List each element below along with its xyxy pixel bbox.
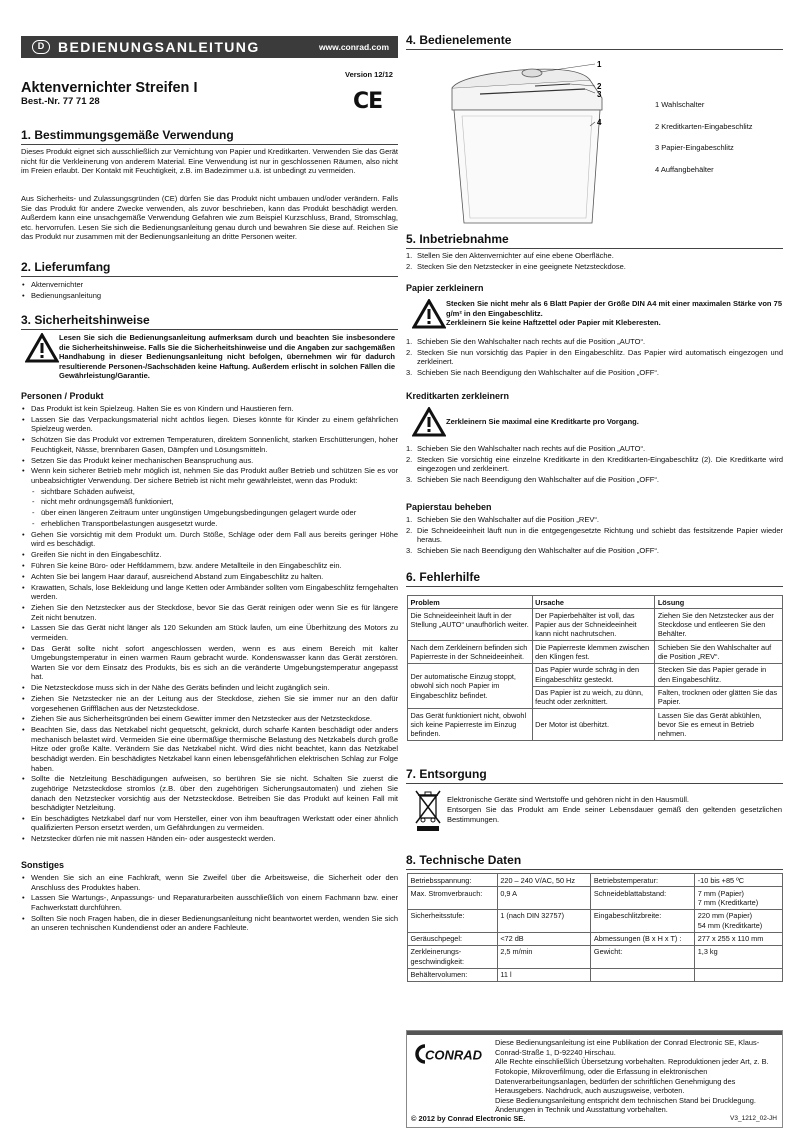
list-subitem: - sichtbare Schäden aufweist,	[21, 487, 398, 497]
section-heading-controls: 4. Bedienelemente	[406, 33, 783, 50]
table-cell: Gewicht:	[591, 945, 695, 968]
operation-steps	[406, 251, 783, 272]
table-cell: Betriebsspannung:	[408, 874, 498, 887]
section-heading-specs: 8. Technische Daten	[406, 853, 783, 870]
list-item: • Beachten Sie, dass das Netzkabel nicht gequetscht, geknickt, durch scharfe Kanten beschädigt oder anders mechanisch belastet wird. Vermeiden Sie eine übermäßige thermische Belastung des Netzkabels durch große Hitze oder große Kälte. Verändern Sie das Netzkabel nicht. Wird dies nicht beachtet, kann das Netzkabel beschädigt werden. Ein beschädigtes Netzkabel kann einen lebensgefährlichen elektrischen Schlag zur Folge haben.	[21, 725, 398, 773]
table-cell: Nach dem Zerkleinern befinden sich Papierreste in der Schneideeinheit.	[408, 641, 533, 664]
table-cell: 0,9 A	[497, 887, 591, 910]
table-header-row	[408, 596, 783, 609]
list-item: • Aktenvernichter	[21, 280, 398, 290]
usage-paragraph-1: Dieses Produkt eignet sich ausschließlich zur Vernichtung von Papier und Kreditkarten. Verwenden Sie das Gerät nicht für die Verkleinerung von anderem Material. Eine Verwendung ist nur in geschlossenen Räumen, also nicht im Freien erlaubt. Der Kontakt mit Feuchtigkeit, z.B. im Badezimmer u.ä. ist unbedingt zu vermeiden.	[21, 147, 398, 176]
list-item: • Lassen Sie das Gerät nicht länger als 120 Sekunden am Stück laufen, um eine Überhitzung des Motors zu vermeiden.	[21, 623, 398, 642]
table-row	[408, 909, 783, 932]
table-cell: -10 bis +85 ºC	[695, 874, 783, 887]
table-cell: Falten, trocknen oder glätten Sie das Papier.	[655, 686, 783, 709]
table-cell: 220 mm (Papier) 54 mm (Kreditkarte)	[695, 909, 783, 932]
table-cell: Schieben Sie den Wahlschalter auf die Position „REV“.	[655, 641, 783, 664]
table-cell: Sicherheitsstufe:	[408, 909, 498, 932]
website-url: www.conrad.com	[318, 42, 389, 52]
list-subitem: - über einen längeren Zeitraum unter ungünstigen Umgebungsbedingungen gelagert wurde oder	[21, 508, 398, 518]
subheading-card: Kreditkarten zerkleinern	[406, 391, 510, 401]
table-cell: Zerkleinerungs- geschwindigkeit:	[408, 945, 498, 968]
list-item: 3. Schieben Sie nach Beendigung den Wahlschalter auf die Position „OFF“.	[406, 545, 659, 555]
language-badge: D	[32, 40, 50, 54]
column-header: Lösung	[655, 596, 783, 609]
table-cell	[695, 968, 783, 981]
section-heading-operation: 5. Inbetriebnahme	[406, 232, 783, 249]
list-item: • Krawatten, Schals, lose Bekleidung und lange Ketten oder Armbänder sollten vom Eingabeschlitz ferngehalten werden.	[21, 583, 398, 602]
troubleshooting-table	[407, 595, 783, 741]
legend-item: 2 Kreditkarten-Eingabeschlitz	[655, 122, 753, 131]
section-heading-disposal: 7. Entsorgung	[406, 767, 783, 784]
card-warning-text: Zerkleinern Sie maximal eine Kreditkarte pro Vorgang.	[446, 417, 639, 426]
table-cell: Betriebstemperatur:	[591, 874, 695, 887]
table-cell: 2,5 m/min	[497, 945, 591, 968]
table-cell: Die Schneideeinheit läuft in der Stellung „AUTO“ unaufhörlich weiter.	[408, 609, 533, 641]
table-cell: Schneideblattabstand:	[591, 887, 695, 910]
manual-title: BEDIENUNGSANLEITUNG	[58, 39, 260, 55]
list-item: • Führen Sie keine Büro- oder Heftklammern, bzw. andere Metallteile in den Eingabeschlitz ein.	[21, 561, 398, 571]
list-item: • Das Gerät sollte nicht sofort angeschlossen werden, wenn es aus einem Bereich mit kalter Umgebungstemperatur in einen warmen Raum gebracht wurde. Kondenswasser kann das Gerät zerstören. Warten Sie vor dem Einsatz des Produkts, bis es sich an die veränderte Umgebungstemperatur angepasst hat.	[21, 644, 398, 682]
table-row	[408, 709, 783, 741]
safety-warning-text: Lesen Sie sich die Bedienungsanleitung aufmerksam durch und beachten Sie insbesondere die Sicherheitshinweise. Falls Sie die Sicherheitshinweise und die Angaben zur sachgemäßen Handhabung in dieser Bedienungsanleitung nicht befolgen, übernehmen wir für dadurch resultierende Personen-/Sachschäden keine Haftung. Außerdem erlischt in solchen Fällen die Gewährleistung/Garantie.	[59, 333, 395, 381]
subheading-other: Sonstiges	[21, 860, 65, 870]
list-item: 1. Schieben Sie den Wahlschalter nach rechts auf die Position „AUTO“.	[406, 337, 646, 346]
list-item: 2. Stecken Sie nun vorsichtig das Papier in den Eingabeschlitz. Das Papier wird automatisch eingezogen und zerkleinert.	[406, 347, 783, 367]
table-cell: Lassen Sie das Gerät abkühlen, bevor Sie es erneut in Betrieb nehmen.	[655, 709, 783, 741]
imprint-top-bar	[407, 1031, 782, 1035]
table-row	[408, 932, 783, 945]
product-title: Aktenvernichter Streifen I	[21, 80, 198, 96]
table-row	[408, 663, 783, 686]
list-item: 2. Die Schneideeinheit läuft nun in die entgegengesetzte Richtung und schiebt das festsitzende Papier wieder heraus.	[406, 525, 783, 545]
legend-item: 1 Wahlschalter	[655, 100, 705, 109]
conrad-logo-text: CONRAD	[425, 1047, 483, 1063]
card-warning	[412, 407, 782, 437]
list-subitem: - nicht mehr ordnungsgemäß funktioniert,	[21, 497, 398, 507]
table-cell: Abmessungen (B x H x T) :	[591, 932, 695, 945]
callout-4: 4	[597, 118, 602, 127]
list-item: 3. Schieben Sie nach Beendigung den Wahlschalter auf die Position „OFF“.	[406, 367, 659, 377]
version-label: Version 12/12	[345, 70, 393, 79]
legend-item: 3 Papier-Eingabeschlitz	[655, 143, 734, 152]
table-cell: 11 l	[497, 968, 591, 981]
section-heading-troubleshooting: 6. Fehlerhilfe	[406, 570, 783, 587]
crossed-bin-icon	[414, 788, 442, 832]
copyright: © 2012 by Conrad Electronic SE.	[411, 1113, 526, 1123]
paper-warning-text: Stecken Sie nicht mehr als 6 Blatt Papier der Größe DIN A4 mit einer maximalen Stärke von 75 g/m² in den Eingabeschlitz. Zerkleinern Sie keine Haftzettel oder Papier mit Kleberesten.	[446, 299, 782, 328]
table-cell: 1 (nach DIN 32757)	[497, 909, 591, 932]
list-item: • Sollte die Netzleitung Beschädigungen aufweisen, so berühren Sie sie nicht. Schalten Sie zuerst die zugehörige Netzsteckdose stromlos (z.B. über den zugehörigen Sicherungsautomaten) und ziehen Sie danach den Netzstecker vorsichtig aus der Netzsteckdose. Betreiben Sie das Produkt auf keinen Fall mit beschädigter Netzleitung.	[21, 774, 398, 812]
table-cell: 220 – 240 V/AC, 50 Hz	[497, 874, 591, 887]
order-number: Best.-Nr. 77 71 28	[21, 96, 100, 107]
callout-1: 1	[597, 60, 602, 69]
list-item: • Ziehen Sie den Netzstecker aus der Steckdose, bevor Sie das Gerät reinigen oder wenn Sie es für längere Zeit nicht benutzen.	[21, 603, 398, 622]
disposal-text-1: Elektronische Geräte sind Wertstoffe und gehören nicht in den Hausmüll.	[447, 795, 689, 804]
shredder-illustration	[440, 58, 615, 228]
paper-steps	[406, 337, 783, 378]
table-row	[408, 887, 783, 910]
header-banner	[21, 36, 398, 58]
table-cell: Der Motor ist überhitzt.	[532, 709, 655, 741]
list-item: • Lassen Sie das Verpackungsmaterial nicht achtlos liegen. Dieses könnte für Kinder zu einem gefährlichen Spielzeug werden.	[21, 415, 398, 434]
list-item: • Lassen Sie Wartungs-, Anpassungs- und Reparaturarbeiten ausschließlich von einem Fachmann bzw. einer Fachwerkstatt durchführen.	[21, 893, 398, 912]
list-item: • Wenn kein sicherer Betrieb mehr möglich ist, nehmen Sie das Produkt außer Betrieb und schützen Sie es vor unbeabsichtigter Verwendung. Der sichere Betrieb ist nicht mehr gewährleistet, wenn das Produkt:	[21, 466, 398, 485]
table-row	[408, 945, 783, 968]
table-cell: Die Papierreste klemmen zwischen den Klingen fest.	[532, 641, 655, 664]
table-cell: Das Papier ist zu weich, zu dünn, feucht oder zerknittert.	[532, 686, 655, 709]
list-item: • Ziehen Sie Netzstecker nie an der Leitung aus der Steckdose, ziehen Sie sie immer nur an den dafür vorgesehenen Griffflächen aus der Netzsteckdose.	[21, 694, 398, 713]
list-item: 2. Stecken Sie vorsichtig eine einzelne Kreditkarte in den Kreditkarten-Eingabeschlitz (2). Die Kreditkarte wird eingezogen und zerkleinert.	[406, 454, 783, 474]
list-item: • Wenden Sie sich an eine Fachkraft, wenn Sie Zweifel über die Arbeitsweise, die Sicherheit oder den Anschluss des Produktes haben.	[21, 873, 398, 892]
column-header: Ursache	[532, 596, 655, 609]
table-cell: Das Papier wurde schräg in den Eingabeschlitz gesteckt.	[532, 663, 655, 686]
specs-table	[407, 873, 783, 982]
list-item: • Setzen Sie das Produkt keiner mechanischen Beanspruchung aus.	[21, 456, 398, 466]
callout-2: 2	[597, 82, 602, 91]
list-item: • Greifen Sie nicht in den Eingabeschlitz.	[21, 550, 398, 560]
list-item: • Die Netzsteckdose muss sich in der Nähe des Geräts befinden und leicht zugänglich sein.	[21, 683, 398, 693]
table-cell: Max. Stromverbrauch:	[408, 887, 498, 910]
section-heading-safety: 3. Sicherheitshinweise	[21, 313, 398, 330]
warning-icon	[25, 333, 59, 363]
table-cell	[591, 968, 695, 981]
table-cell: Behältervolumen:	[408, 968, 498, 981]
disposal-text-2: Entsorgen Sie das Produkt am Ende seiner Lebensdauer gemäß den geltenden gesetzlichen Bestimmungen.	[447, 805, 782, 824]
list-item: 1. Schieben Sie den Wahlschalter nach rechts auf die Position „AUTO“.	[406, 444, 646, 453]
subheading-jam: Papierstau beheben	[406, 502, 492, 512]
safety-warning	[25, 333, 395, 381]
table-cell: Geräuschpegel:	[408, 932, 498, 945]
safety-list	[21, 404, 398, 845]
jam-steps	[406, 515, 783, 556]
ce-mark: CE	[353, 89, 383, 114]
table-cell: 1,3 kg	[695, 945, 783, 968]
table-cell: <72 dB	[497, 932, 591, 945]
table-row	[408, 609, 783, 641]
table-cell: 7 mm (Papier) 7 mm (Kreditkarte)	[695, 887, 783, 910]
table-cell: Der automatische Einzug stoppt, obwohl sich noch Papier im Eingabeschlitz befindet.	[408, 663, 533, 708]
list-item: 2. Stecken Sie den Netzstecker in eine geeignete Netzsteckdose.	[406, 261, 626, 271]
list-item: • Netzstecker dürfen nie mit nassen Händen ein- oder ausgesteckt werden.	[21, 834, 398, 844]
callout-3: 3	[597, 90, 602, 99]
paper-warning	[412, 299, 782, 329]
conrad-logo	[413, 1044, 493, 1064]
other-list	[21, 873, 398, 934]
subheading-paper: Papier zerkleinern	[406, 283, 484, 293]
list-item: • Schützen Sie das Produkt vor extremen Temperaturen, direktem Sonnenlicht, starken Erschütterungen, hoher Feuchtigkeit, Nässe, brennbaren Gasen, Dämpfen und Lösungsmitteln.	[21, 435, 398, 454]
warning-icon	[412, 407, 446, 437]
section-heading-scope: 2. Lieferumfang	[21, 260, 398, 277]
list-item: • Bedienungsanleitung	[21, 291, 398, 301]
list-item: 3. Schieben Sie nach Beendigung den Wahlschalter auf die Position „OFF“.	[406, 474, 659, 484]
scope-list	[21, 280, 398, 302]
table-cell: Der Papierbehälter ist voll, das Papier aus der Schneideeinheit kann nicht nachrutschen.	[532, 609, 655, 641]
warning-icon	[412, 299, 446, 329]
table-cell: Eingabeschlitzbreite:	[591, 909, 695, 932]
table-cell: Ziehen Sie den Netzstecker aus der Steckdose und entleeren Sie den Behälter.	[655, 609, 783, 641]
table-cell: 277 x 255 x 110 mm	[695, 932, 783, 945]
list-item: • Sollten Sie noch Fragen haben, die in dieser Bedienungsanleitung nicht beantwortet werden, wenden Sie sich an unseren technischen Kundendienst oder an andere Fachleute.	[21, 914, 398, 933]
table-cell: Stecken Sie das Papier gerade in den Eingabeschlitz.	[655, 663, 783, 686]
list-subitem: - erheblichen Transportbelastungen ausgesetzt wurde.	[21, 519, 398, 529]
document-code: V3_1212_02-JH	[730, 1114, 777, 1122]
table-cell: Das Gerät funktioniert nicht, obwohl sich keine Papierreste im Einzug befinden.	[408, 709, 533, 741]
list-item: 1. Schieben Sie den Wahlschalter auf die Position „REV“.	[406, 515, 599, 524]
subheading-person: Personen / Produkt	[21, 391, 104, 401]
column-header: Problem	[408, 596, 533, 609]
list-item: 1. Stellen Sie den Aktenvernichter auf eine ebene Oberfläche.	[406, 251, 614, 260]
list-item: • Achten Sie bei langem Haar darauf, ausreichend Abstand zum Eingabeschlitz zu halten.	[21, 572, 398, 582]
usage-paragraph-2: Aus Sicherheits- und Zulassungsgründen (CE) dürfen Sie das Produkt nicht umbauen und/oder verändern. Falls Sie das Produkt für andere Zwecke verwenden, als zuvor beschrieben, kann das Produkt beschädigt werden. Außerdem kann eine unsachgemäße Verwendung Gefahren wie zum Beispiel Kurzschluss, Brand, Stromschlag, etc. hervorrufen. Lesen Sie sich die Bedienungsanleitung genau durch und bewahren Sie diese auf. Reichen Sie das Produkt nur zusammen mit der Bedienungsanleitung an dritte Personen weiter.	[21, 194, 398, 242]
list-item: • Das Produkt ist kein Spielzeug. Halten Sie es von Kindern und Haustieren fern.	[21, 404, 398, 414]
list-item: • Gehen Sie vorsichtig mit dem Produkt um. Durch Stöße, Schläge oder dem Fall aus bereits geringer Höhe wird es beschädigt.	[21, 530, 398, 549]
list-item: • Ziehen Sie aus Sicherheitsgründen bei einem Gewitter immer den Netzstecker aus der Netzsteckdose.	[21, 714, 398, 724]
legend-item: 4 Auffangbehälter	[655, 165, 714, 174]
table-row	[408, 968, 783, 981]
list-item: • Ein beschädigtes Netzkabel darf nur vom Hersteller, einer von ihm beauftragen Werkstatt oder einer ähnlich qualifizierten Person ersetzt werden, um Gefährdungen zu vermeiden.	[21, 814, 398, 833]
imprint-text: Diese Bedienungsanleitung ist eine Publikation der Conrad Electronic SE, Klaus-Conrad-Straße 1, D-92240 Hirschau. Alle Rechte einschließlich Übersetzung vorbehalten. Reproduktionen jeder Art, z. B. Fotokopie, Mikroverfilmung, oder die Erfassung in elektronischen Datenverarbeitungsanlagen, bedürfen der schriftlichen Genehmigung des Herausgebers. Nachdruck, auch auszugsweise, verboten. Diese Bedienungsanleitung entspricht dem technischen Stand bei Drucklegung. Änderungen in Technik und Ausstattung vorbehalten.	[495, 1038, 769, 1115]
imprint-box	[406, 1030, 783, 1128]
table-row	[408, 641, 783, 664]
section-heading-usage: 1. Bestimmungsgemäße Verwendung	[21, 128, 398, 145]
card-steps	[406, 444, 783, 485]
table-row	[408, 874, 783, 887]
